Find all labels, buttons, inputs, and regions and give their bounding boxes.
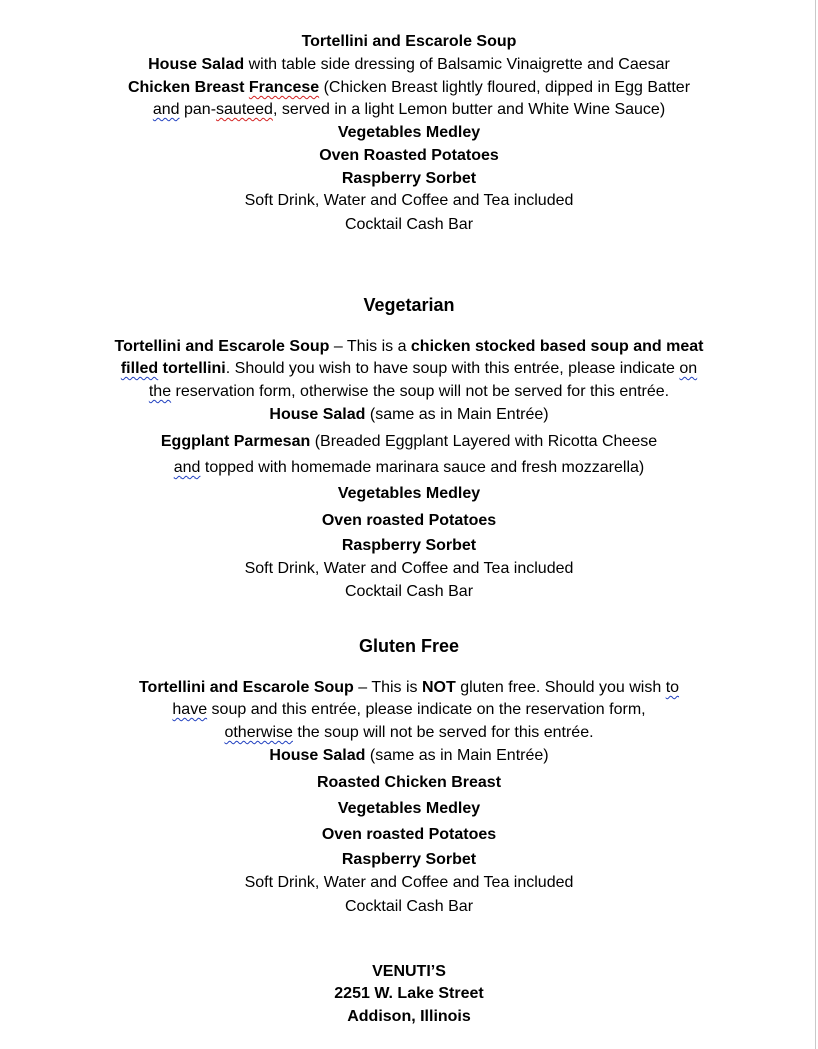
- veg-drinks: Soft Drink, Water and Coffee and Tea included: [244, 560, 574, 577]
- gf-drinks: Soft Drink, Water and Coffee and Tea included: [244, 874, 574, 891]
- veg-vegetables: Vegetables Medley: [337, 485, 481, 502]
- veg-bar: Cocktail Cash Bar: [344, 583, 474, 600]
- gf-vegetables: Vegetables Medley: [337, 800, 481, 817]
- veg-entree: Eggplant Parmesan (Breaded Eggplant Layered with Ricotta Cheese: [160, 433, 658, 450]
- veg-entree-desc: and topped with homemade marinara sauce and fresh mozzarella): [173, 459, 645, 476]
- main-potatoes: Oven Roasted Potatoes: [319, 147, 499, 164]
- main-bar: Cocktail Cash Bar: [344, 216, 474, 233]
- main-drinks: Soft Drink, Water and Coffee and Tea included: [244, 192, 574, 209]
- veg-sorbet: Raspberry Sorbet: [341, 537, 477, 554]
- main-sorbet: Raspberry Sorbet: [341, 170, 477, 187]
- venue-name: VENUTI’S: [372, 963, 446, 980]
- veg-soup-line3: the reservation form, otherwise the soup will not be served for this entrée.: [148, 383, 670, 400]
- main-vegetables: Vegetables Medley: [337, 124, 481, 141]
- vegetarian-heading: Vegetarian: [363, 295, 455, 315]
- gf-bar: Cocktail Cash Bar: [344, 898, 474, 915]
- gf-sorbet: Raspberry Sorbet: [341, 851, 477, 868]
- veg-soup-line2: filled tortellini. Should you wish to have soup with this entrée, please indicate on: [120, 360, 698, 377]
- gf-potatoes: Oven roasted Potatoes: [321, 826, 497, 843]
- main-salad: House Salad with table side dressing of Balsamic Vinaigrette and Caesar: [148, 56, 670, 73]
- veg-salad: House Salad (same as in Main Entrée): [269, 406, 549, 423]
- gf-soup-line3: otherwise the soup will not be served for this entrée.: [224, 724, 594, 741]
- venue-city: Addison, Illinois: [347, 1008, 471, 1025]
- gf-salad: House Salad (same as in Main Entrée): [269, 747, 549, 764]
- gluten-free-heading: Gluten Free: [358, 636, 460, 656]
- main-chicken-desc: and pan-sauteed, served in a light Lemon butter and White Wine Sauce): [152, 101, 666, 118]
- main-chicken: Chicken Breast Francese (Chicken Breast lightly floured, dipped in Egg Batter: [127, 79, 691, 96]
- venue-street: 2251 W. Lake Street: [334, 985, 484, 1002]
- gf-entree: Roasted Chicken Breast: [316, 774, 502, 791]
- main-soup: Tortellini and Escarole Soup: [301, 33, 517, 50]
- gf-soup: Tortellini and Escarole Soup – This is NOT gluten free. Should you wish to: [138, 679, 680, 696]
- gf-soup-line2: have soup and this entrée, please indicate on the reservation form,: [172, 701, 646, 718]
- veg-potatoes: Oven roasted Potatoes: [321, 512, 497, 529]
- veg-soup: Tortellini and Escarole Soup – This is a chicken stocked based soup and meat: [114, 338, 704, 355]
